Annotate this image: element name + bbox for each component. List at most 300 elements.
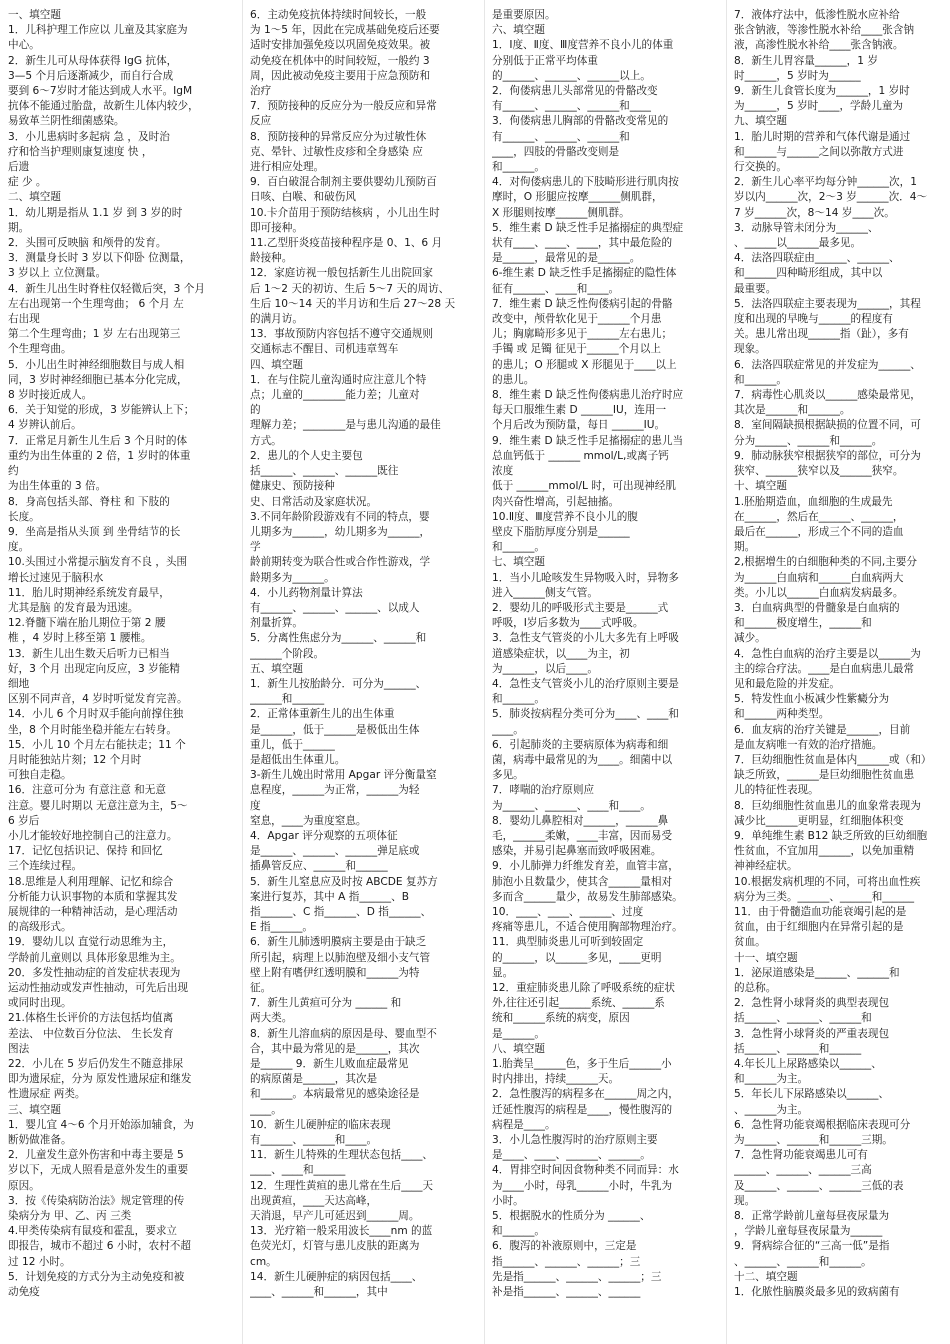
text-line: 细地 bbox=[8, 677, 30, 690]
text-line: 分析能力认识事物的本质和掌握其发 bbox=[8, 890, 178, 903]
text-line: 5．年长儿下尿路感染以______、 bbox=[734, 1088, 890, 1101]
text-line: 反应 bbox=[250, 115, 272, 128]
text-line: 低于 ______mmol/L 时，可出现神经肌 bbox=[492, 480, 676, 493]
text-line: 是______ 9．新生儿败血症最常见 bbox=[250, 1058, 409, 1071]
text-line: 重儿，低于______ bbox=[250, 738, 335, 751]
text-line: cm。 bbox=[250, 1255, 277, 1268]
text-line: 1．新生儿按胎龄分．可分为______、 bbox=[250, 677, 427, 690]
text-line: 5．维生素 D 缺乏性手足搐搦症的典型症 bbox=[492, 221, 684, 234]
section-heading: 四、填空题 bbox=[250, 358, 303, 371]
text-line: 和______。 bbox=[492, 161, 545, 174]
column-divider bbox=[484, 0, 485, 1344]
text-line: 后 1～2 天的初访、生后 5～7 天的周访、 bbox=[250, 282, 450, 295]
text-line: 是____、____、______、______。 bbox=[492, 1149, 651, 1162]
text-line: 4.年长儿上尿路感染以______、 bbox=[734, 1058, 882, 1071]
text-line: 13．光疗箱一般采用波长____nm 的蓝 bbox=[250, 1225, 433, 1238]
text-line: 3．急性支气管炎的小儿大多先有上呼吸 bbox=[492, 632, 679, 645]
text-line: 6 岁后 bbox=[8, 814, 40, 827]
text-line: 状有____、____、____，其中最危险的 bbox=[492, 237, 673, 250]
text-line: 10．____、____、______、过度 bbox=[492, 905, 644, 918]
text-line: 是血友病唯一有效的治疗措施。 bbox=[734, 738, 883, 751]
text-line: 神神经症状。 bbox=[734, 860, 798, 873]
text-line: 减少。 bbox=[734, 632, 766, 645]
text-line: 5．特发性血小板减少性紫癜分为 bbox=[734, 693, 890, 706]
text-line: 括______、______、______既往 bbox=[250, 465, 399, 478]
text-line: 生后 10～14 天的半月访和生后 27～28 天 bbox=[250, 297, 456, 310]
text-line: 9．单纯维生素 B12 缺乏所致的巨幼细胞 bbox=[734, 829, 928, 842]
text-line: 21.体格生长评价的方法包括均值离 bbox=[8, 1012, 174, 1025]
text-line: 坐，8 个月时能坐稳并能左右转身。 bbox=[8, 723, 178, 736]
text-line: 5．法洛四联症主要表现为______，其程 bbox=[734, 297, 921, 310]
text-line: 1.胎粪呈______色，多于生后______小 bbox=[492, 1058, 672, 1071]
text-line: 多而含______量少，故易发生肺部感染。 bbox=[492, 890, 683, 903]
text-line: 或同时出现。 bbox=[8, 997, 72, 1010]
text-line: 为______，5 岁时____，学龄儿童为 bbox=[734, 100, 904, 113]
text-line: 关。患儿常出现______指（趾），多有 bbox=[734, 328, 909, 341]
text-line: 壁皮下脂肪厚度分别是______ bbox=[492, 525, 630, 538]
text-line: 1．泌尿道感染是______、______和 bbox=[734, 966, 900, 979]
text-line: 补是指______、______、______ bbox=[492, 1286, 641, 1299]
text-line: 张含钠液，等渗性脱水补给____张含钠 bbox=[734, 24, 915, 37]
text-line: ____、______和______，其中 bbox=[250, 1286, 388, 1299]
text-line: 显。 bbox=[492, 966, 514, 979]
text-line: 为出生体重的 3 倍。 bbox=[8, 480, 107, 493]
text-line: 是超低出生体重儿。 bbox=[250, 753, 346, 766]
text-line: 三个连续过程。 bbox=[8, 860, 83, 873]
text-line: 12．重症肺炎患儿除了呼吸系统的症状 bbox=[492, 982, 675, 994]
text-line: 出现黄疸，____天达高峰， bbox=[250, 1194, 378, 1207]
text-line: 7．急性肾功能衰竭患儿可有 bbox=[734, 1149, 868, 1162]
text-line: 括______、______和______ bbox=[734, 1042, 862, 1055]
text-line: 11．胎儿时期神经系统发育最早， bbox=[8, 586, 170, 599]
text-line: 合，其中最为常见的是______，其次 bbox=[250, 1042, 420, 1055]
section-heading: 五、填空题 bbox=[250, 662, 303, 675]
text-line: 小时。 bbox=[492, 1194, 524, 1207]
text-line: 进行相应处理。 bbox=[250, 161, 325, 174]
text-line: 和______为主。 bbox=[734, 1073, 809, 1086]
text-line: 8．维生素 D 缺乏性佝偻病患儿治疗时应 bbox=[492, 389, 684, 402]
text-line: 15．小儿 10 个月左右能扶走；11 个 bbox=[8, 738, 186, 751]
text-line: 度 bbox=[250, 799, 261, 812]
text-line: ____，四肢的骨骼改变则是 bbox=[492, 145, 620, 158]
text-line: 6．新生儿肺透明膜病主要是由于缺乏 bbox=[250, 936, 427, 949]
text-line: 月时能独站片刻；12 个月时 bbox=[8, 753, 142, 766]
column-divider bbox=[242, 0, 243, 1344]
text-line: 8．新生儿胃容量______，1 岁 bbox=[734, 54, 878, 67]
text-line: 8．身高包括头部、脊柱 和 下肢的 bbox=[8, 495, 170, 508]
text-line: 约 bbox=[8, 465, 19, 478]
text-line: 窒息，____为重度窒息。 bbox=[250, 814, 367, 827]
text-line: 9．百白破混合制剂主要供婴幼儿预防百 bbox=[250, 176, 437, 189]
text-line: 两大类。 bbox=[250, 1012, 293, 1025]
text-line: 疼痛等患儿，不适合使用胸部物理治疗。 bbox=[492, 921, 683, 934]
text-line: 统和______系统的病变，原因 bbox=[492, 1012, 630, 1025]
text-line: 治疗 bbox=[250, 85, 272, 98]
section-heading: 十、填空题 bbox=[734, 480, 787, 493]
text-line: 4 岁辨认前后。 bbox=[8, 419, 82, 432]
text-line: 6．血友病的治疗关键是______，目前 bbox=[734, 723, 911, 736]
text-line: 12．家庭访视一般包括新生儿出院回家 bbox=[250, 267, 433, 280]
text-line: 天消退，早产儿可延迟到______周。 bbox=[250, 1210, 420, 1223]
text-line: 性遗尿症 两类。 bbox=[8, 1088, 86, 1101]
text-line: 和______两种类型。 bbox=[734, 708, 830, 721]
text-line: 8 岁时接近成人。 bbox=[8, 389, 93, 402]
text-line: 抗体不能通过胎盘，故新生儿体内较少， bbox=[8, 100, 199, 113]
text-line: 史、日常活动及家庭状况。 bbox=[250, 495, 378, 508]
text-line: 7．病毒性心肌炎以______感染最常见， bbox=[734, 389, 921, 402]
text-line: 2．正常体重新生儿的出生体重 bbox=[250, 708, 395, 721]
text-line: 10.Ⅱ度、Ⅲ度营养不良小儿的腹 bbox=[492, 510, 638, 523]
text-line: 1．胎儿时期的营养和气体代谢是通过 bbox=[734, 130, 911, 143]
text-line: 期。 bbox=[8, 221, 30, 234]
text-line: 3.不同年龄阶段游戏有不同的特点，婴 bbox=[250, 510, 430, 523]
text-line: 感染，并易引起鼻塞而致呼吸困难。 bbox=[492, 845, 662, 858]
text-line: 手镯 或 足镯 征见于______个月以上 bbox=[492, 343, 662, 356]
text-line: 方式。 bbox=[250, 434, 282, 447]
text-line: 11．典型肺炎患儿可听到较固定 bbox=[492, 936, 644, 949]
text-line: 9．坐高是指从头顶 到 坐骨结节的长 bbox=[8, 525, 181, 538]
text-line: 学 bbox=[250, 541, 261, 554]
text-line: 展规律的一种精神活动，是心理活动 bbox=[8, 905, 178, 918]
text-line: 是______、______、______弹足底或 bbox=[250, 845, 420, 858]
text-line: 分别低于正常平均体重 bbox=[492, 54, 598, 67]
text-line: 个生理弯曲。 bbox=[8, 343, 72, 356]
section-heading: 二、填空题 bbox=[8, 191, 61, 204]
text-line: 龄接种。 bbox=[250, 252, 293, 265]
text-line: 3．小儿急性腹泻时的治疗原则主要 bbox=[492, 1134, 658, 1147]
text-line: 为______，以后____。 bbox=[492, 662, 598, 675]
text-line: 1．婴儿宜 4～6 个月开始添加辅食，为 bbox=[8, 1118, 194, 1131]
text-line: 6．法洛四联症常见的并发症为______、 bbox=[734, 358, 921, 371]
text-line: 1．当小儿呛咳发生异物吸入时，异物多 bbox=[492, 571, 679, 584]
text-line: 22．小儿在 5 岁后仍发生不随意排尿 bbox=[8, 1058, 184, 1071]
text-line: 6．主动免疫抗体持续时间较长，一般 bbox=[250, 9, 427, 21]
text-line: 16．注意可分为 有意注意 和无意 bbox=[8, 784, 166, 797]
text-column-3 bbox=[492, 8, 720, 1338]
text-line: 4．Apgar 评分观察的五项体征 bbox=[250, 829, 398, 842]
text-line: 9．维生素 D 缺乏性手足搐搦症的患儿当 bbox=[492, 434, 684, 447]
text-line: 11．由于骨髓造血功能衰竭引起的是 bbox=[734, 905, 907, 918]
text-line: 即为遗尿症，分为 原发性遗尿症和继发 bbox=[8, 1073, 192, 1086]
text-line: 龄期多为______。 bbox=[250, 571, 335, 584]
text-line: 3．测量身长时 3 岁以下仰卧 位测量， bbox=[8, 252, 191, 265]
text-line: 壁上附有嗜伊红透明膜和______为特 bbox=[250, 966, 420, 979]
text-line: 3．急性肾小球肾炎的严重表现包 bbox=[734, 1027, 890, 1040]
text-line: 椎 ，4 岁时上移至第 1 腰椎。 bbox=[8, 632, 152, 645]
text-line: 有______、______、______和 bbox=[492, 130, 630, 143]
text-line: 其次是______和______。 bbox=[734, 404, 851, 417]
section-heading: 十二、填空题 bbox=[734, 1270, 798, 1283]
text-line: 易致革兰阴性细菌感染。 bbox=[8, 115, 125, 128]
text-line: 岁以内______次，2～3 岁______次．4～ bbox=[734, 191, 928, 204]
text-line: 和______。 bbox=[492, 1225, 545, 1238]
text-line: 每天口服维生素 D ______IU，连用一 bbox=[492, 404, 667, 417]
text-line: 见和最危险的并发症。 bbox=[734, 677, 840, 690]
text-line: 呼吸，Ⅰ岁后多数为____式呼吸。 bbox=[492, 617, 644, 630]
section-heading: 八、填空题 bbox=[492, 1042, 545, 1055]
text-line: 8．预防接种的异常反应分为过敏性休 bbox=[250, 130, 427, 143]
text-line: 2．头围可反映脑 和颅骨的发育。 bbox=[8, 237, 167, 250]
text-column-1 bbox=[8, 8, 236, 1338]
text-line: 狭窄、______狭窄以及______狭窄。 bbox=[734, 465, 904, 478]
text-line: 同，3 岁时神经细胞已基本分化完成， bbox=[8, 373, 188, 386]
section-heading: 七、填空题 bbox=[492, 556, 545, 569]
text-line: 理解力差；________是与患儿沟通的最佳 bbox=[250, 419, 441, 432]
text-line: 指______、______、______；三 bbox=[492, 1255, 641, 1268]
section-heading: 三、填空题 bbox=[8, 1103, 61, 1116]
text-line: 2．急性肾小球肾炎的典型表现包 bbox=[734, 997, 890, 1010]
text-line: 的满月访。 bbox=[250, 313, 303, 326]
text-line: 1．在与住院儿童沟通时应注意儿个特 bbox=[250, 373, 427, 386]
text-line: 迁延性腹泻的病程是____，慢性腹泻的 bbox=[492, 1103, 673, 1116]
text-line: ____。 bbox=[492, 723, 524, 736]
text-line: 肺泡小且数量少，使其含______量相对 bbox=[492, 875, 673, 888]
text-line: 20．多发性抽动症的首发症状表现为 bbox=[8, 966, 181, 979]
text-line: 1．幼儿期是指从 1.1 岁 到 3 岁的时 bbox=[8, 206, 183, 219]
text-line: 3．动脉导管未闭分为______、 bbox=[734, 221, 879, 234]
text-line: 减少比______更明显，红细胞体积变 bbox=[734, 814, 904, 827]
text-line: 插鼻管反应、______和______ bbox=[250, 860, 388, 873]
text-line: 色荧光灯，灯管与患儿皮肤的距离为 bbox=[250, 1240, 420, 1253]
text-line: 7．新生儿黄疸可分为 ______ 和 bbox=[250, 997, 402, 1010]
text-line: 10.卡介苗用于预防结核病 ，小儿出生时 bbox=[250, 206, 440, 219]
text-line: 日咳、白喉、和破伤风 bbox=[250, 191, 356, 204]
text-line: 度和出现的早晚与______的程度有 bbox=[734, 313, 893, 326]
text-line: 适时安排加强免疫以巩固免疫效果。被 bbox=[250, 39, 431, 52]
text-line: 为______白血病和______白血病两大 bbox=[734, 571, 904, 584]
text-line: 8．婴幼儿鼻腔相对______，______鼻 bbox=[492, 814, 669, 827]
text-line: X 形腿则按摩______侧肌群。 bbox=[492, 206, 630, 219]
text-line: 2．儿童发生意外伤害和中毒主要是 5 bbox=[8, 1149, 184, 1162]
text-line: 5．小儿出生时神经细胞数目与成人相 bbox=[8, 358, 185, 371]
text-line: 疗和恰当护理则康复速度 快 ， bbox=[8, 145, 153, 158]
text-line: 9．小儿肺弹力纤维发育差，血管丰富， bbox=[492, 860, 679, 873]
text-line: 和______。 bbox=[492, 693, 545, 706]
text-line: 即可接种。 bbox=[250, 221, 303, 234]
text-line: 后遗 bbox=[8, 161, 30, 174]
text-line: 小儿才能较好地控制自己的注意力。 bbox=[8, 829, 178, 842]
text-line: 11.乙型肝炎疫苗接种程序是 0、1、6 月 bbox=[250, 237, 443, 250]
text-line: 有______、______、______、以成人 bbox=[250, 601, 420, 614]
text-line: 14．新生儿硬肿症的病因包括____、 bbox=[250, 1270, 423, 1283]
text-line: 7 岁______次，8～14 岁____次。 bbox=[734, 206, 895, 219]
text-line: 期。 bbox=[734, 541, 756, 554]
text-line: 17．记忆包括识记、保持 和回忆 bbox=[8, 845, 163, 858]
text-line: 为______、______、____和____。 bbox=[492, 799, 651, 812]
text-line: 即报告，城市不超过 6 小时，农村不超 bbox=[8, 1240, 191, 1253]
text-line: 贫血，由于红细胞内在异常引起的是 bbox=[734, 921, 904, 934]
section-heading: 六、填空题 bbox=[492, 24, 545, 37]
text-line: 动免疫在机体中的时间较短，一般约 3 bbox=[250, 54, 430, 67]
text-line: 时内排出，持续______天。 bbox=[492, 1073, 620, 1086]
text-line: 6．急性肾功能衰竭根据临床表现可分 bbox=[734, 1118, 911, 1131]
text-line: 图法 bbox=[8, 1042, 30, 1055]
text-line: 6．引起肺炎的主要病原体为病毒和细 bbox=[492, 738, 669, 751]
text-line: 为 1～5 年，因此在完成基础免疫后还要 bbox=[250, 24, 440, 37]
text-line: 4．对佝偻病患儿的下肢畸形进行肌肉按 bbox=[492, 176, 679, 189]
text-line: 第二个生理弯曲；1 岁 左右出现第三 bbox=[8, 328, 181, 341]
text-line: 3-新生儿娩出时常用 Apgar 评分衡量窒 bbox=[250, 769, 437, 782]
text-line: 液，高渗性脱水补给____张含钠液。 bbox=[734, 39, 904, 52]
text-line: 先是指______、______、______；三 bbox=[492, 1270, 662, 1283]
text-line: 剂量折算。 bbox=[250, 617, 303, 630]
text-line: 尤其是脑 的发育最为迅速。 bbox=[8, 601, 139, 614]
text-line: 左右出现第一个生理弯曲； 6 个月 左 bbox=[8, 297, 184, 310]
text-line: ______、______、______三高 bbox=[734, 1164, 872, 1177]
text-line: 14．小儿 6 个月时双手能向前撑住独 bbox=[8, 708, 184, 721]
text-line: ____、____和______ bbox=[250, 1164, 346, 1177]
text-line: 的高级形式。 bbox=[8, 921, 72, 934]
text-line: 缺乏所致，______是巨幼细胞性贫血患 bbox=[734, 769, 915, 782]
text-line: 差法、 中位数百分位法、 生长发育 bbox=[8, 1027, 174, 1040]
text-line: 为______、______和______三期。 bbox=[734, 1134, 893, 1147]
text-line: 现象。 bbox=[734, 343, 766, 356]
text-line: 7．哮喘的治疗原则应 bbox=[492, 784, 595, 797]
text-line: 改变中，颅骨软化见于______个月患 bbox=[492, 313, 662, 326]
text-line: 可独自走稳。 bbox=[8, 769, 72, 782]
text-line: 类。小儿以______白血病发病最多。 bbox=[734, 586, 904, 599]
text-line: 2．新生儿心率平均每分钟______次，1 bbox=[734, 176, 917, 189]
text-line: 病分为三类。______、______和______ bbox=[734, 890, 915, 903]
text-line: 增长过速见于脑积水 bbox=[8, 571, 104, 584]
text-line: 10.根据发病机理的不同，可将出血性疾 bbox=[734, 875, 921, 888]
text-line: 病程是____。 bbox=[492, 1118, 556, 1131]
text-line: 和______。 bbox=[734, 373, 787, 386]
text-line: 所引起，病理上以肺泡壁及细小支气管 bbox=[250, 951, 431, 964]
text-line: 4．急性支气管炎小儿的治疗原则主要是 bbox=[492, 677, 679, 690]
text-line: 的______，以______多见，____更明 bbox=[492, 951, 662, 964]
text-line: 1．Ⅰ度、Ⅱ度、Ⅲ度营养不良小儿的体重 bbox=[492, 39, 674, 52]
text-line: 点；儿童的________能力差；儿童对 bbox=[250, 389, 420, 402]
text-line: 分为______、______和______。 bbox=[734, 434, 883, 447]
text-line: 和______。本病最常见的感染途径是 bbox=[250, 1088, 420, 1101]
text-line: 摩时，O 形腿应按摩______侧肌群， bbox=[492, 191, 663, 204]
text-line: 注意。婴儿时期以 无意注意为主，5～ bbox=[8, 799, 188, 812]
text-line: 13．新生儿出生数天后听力已相当 bbox=[8, 647, 170, 660]
text-line: 是重要原因。 bbox=[492, 9, 556, 21]
text-line: E 指______。 bbox=[250, 921, 314, 934]
text-line: 及______、______、______三低的表 bbox=[734, 1179, 904, 1192]
text-line: 2．婴幼儿的呼吸形式主要是______式 bbox=[492, 601, 669, 614]
text-line: 菌，病毒中最常见的为____。细菌中以 bbox=[492, 753, 673, 766]
text-line: 9．肾病综合征的“三高一低”是指 bbox=[734, 1240, 890, 1253]
text-line: 2,根据增生的白细胞种类的不同,主要分 bbox=[734, 556, 917, 569]
text-line: 好，3 个月 出现定向反应，3 岁能精 bbox=[8, 662, 180, 675]
text-line: 19．婴幼儿以 直觉行动思维为主， bbox=[8, 936, 174, 949]
text-line: 12．生理性黄疸的患儿常在生后____天 bbox=[250, 1179, 433, 1192]
text-line: 现。 bbox=[734, 1194, 756, 1207]
text-line: 外,往往还引起______系统、______系 bbox=[492, 997, 665, 1010]
text-line: 、______为主。 bbox=[734, 1103, 809, 1116]
text-line: 右出现 bbox=[8, 313, 40, 326]
text-column-2 bbox=[250, 8, 478, 1338]
text-line: 在______，然后在______、______， bbox=[734, 510, 904, 523]
text-line: 括______、______、______和 bbox=[734, 1012, 872, 1025]
text-line: 18.思维是人利用理解、记忆和综合 bbox=[8, 875, 174, 888]
text-line: 长度。 bbox=[8, 510, 40, 523]
text-line: 2．患儿的个人史主要包 bbox=[250, 449, 363, 462]
text-line: 有______、______和____。 bbox=[250, 1134, 378, 1147]
text-line: 的 bbox=[250, 404, 261, 417]
text-line: 时______，5 岁时为______ bbox=[734, 69, 861, 82]
text-line: 要到 6～7岁时才能达到成人水平。IgM bbox=[8, 85, 193, 98]
text-line: 有______、______、______和____ bbox=[492, 100, 651, 113]
text-line: 10.头围过小常提示脑发育不良 ，头围 bbox=[8, 556, 188, 569]
text-line: 6．关于知觉的形成，3 岁能辨认上下； bbox=[8, 404, 195, 417]
text-line: 1.胚胎期造血，血细胞的生成最先 bbox=[734, 495, 893, 508]
text-line: 6-维生素 D 缺乏性手足搐搦症的隐性体 bbox=[492, 267, 677, 280]
text-line: 8．巨幼细胞性贫血患儿的血象常表现为 bbox=[734, 799, 921, 812]
text-line: 8．新生儿溶血病的原因是母、婴血型不 bbox=[250, 1027, 437, 1040]
text-line: 儿期多为______，幼儿期多为______， bbox=[250, 525, 431, 538]
text-line: 7．维生素 D 缺乏性佝偻病引起的骨骼 bbox=[492, 297, 673, 310]
text-column-4 bbox=[734, 8, 944, 1338]
text-line: 是______，低于______是极低出生体 bbox=[250, 723, 420, 736]
text-line: 染病分为 甲、乙、丙 三类 bbox=[8, 1210, 132, 1223]
text-line: 岁以下，无成人照看是意外发生的重要 bbox=[8, 1164, 189, 1177]
text-line: 5．根据脱水的性质分为 ______、 bbox=[492, 1210, 651, 1223]
text-line: ____。 bbox=[250, 1103, 282, 1116]
text-line: 行交换的。 bbox=[734, 161, 787, 174]
text-line: 和______四种畸形组成，其中以 bbox=[734, 267, 883, 280]
text-line: 过 12 小时。 bbox=[8, 1255, 71, 1268]
text-line: 7．正常足月新生儿生后 3 个月时的体 bbox=[8, 434, 188, 447]
text-line: 4．急性白血病的治疗主要是以______为 bbox=[734, 647, 921, 660]
text-line: 原因。 bbox=[8, 1179, 40, 1192]
text-line: 3．按《传染病防治法》规定管理的传 bbox=[8, 1194, 185, 1207]
text-line: 周，因此被动免疫主要用于应急预防和 bbox=[250, 69, 431, 82]
text-line: 3．小儿患病时多起病 急 ，及时治 bbox=[8, 130, 170, 143]
text-line: 断奶做准备。 bbox=[8, 1134, 72, 1147]
text-line: 的患儿。 bbox=[492, 373, 535, 386]
text-line: 8．室间隔缺损根据缺损的位置不同，可 bbox=[734, 419, 921, 432]
text-line: 9．新生儿食管长度为______，1 岁时 bbox=[734, 85, 910, 98]
text-line: 5．计划免疫的方式分为主动免疫和被 bbox=[8, 1270, 185, 1283]
text-line: 健康史、预防接种 bbox=[250, 480, 335, 493]
text-line: 的患儿；O 形腿或 X 形腿见于____以上 bbox=[492, 358, 677, 371]
text-line: ______个阶段。 bbox=[250, 647, 325, 660]
text-line: 10．新生儿硬肿症的临床表现 bbox=[250, 1118, 391, 1131]
text-line: 2．急性腹泻的病程多在______周之内， bbox=[492, 1088, 679, 1101]
text-line: 、______以______最多见。 bbox=[734, 237, 862, 250]
text-line: 和______与______之间以弥散方式进 bbox=[734, 145, 904, 158]
text-line: 4．新生儿出生时脊柱仅轻微后突，3 个月 bbox=[8, 282, 205, 295]
text-line: 动免疫 bbox=[8, 1286, 40, 1299]
text-line: 1．儿科护理工作应以 儿童及其家庭为 bbox=[8, 24, 188, 37]
text-line: 个月后改为预防量，每日 ______IU。 bbox=[492, 419, 666, 432]
text-line: 性贫血，不宜加用______，以免加重精 bbox=[734, 845, 915, 858]
section-heading: 十一、填空题 bbox=[734, 951, 798, 964]
text-line: 学龄前儿童则以 具体形象思维为主。 bbox=[8, 951, 181, 964]
text-line: 多见。 bbox=[492, 769, 524, 782]
text-line: 11．新生儿特殊的生理状态包括____、 bbox=[250, 1149, 433, 1162]
text-line: 4．法洛四联症由______、______、 bbox=[734, 252, 900, 265]
text-line: 和______极度增生，______和 bbox=[734, 617, 872, 630]
text-line: 龄前期转变为联合性或合作性游戏，学 bbox=[250, 556, 431, 569]
text-line: 区别不同声音，4 岁时听觉发育完善。 bbox=[8, 693, 188, 706]
text-line: 1．化脓性脑膜炎最多见的致病菌有 bbox=[734, 1286, 900, 1299]
text-line: 进入______侧支气管。 bbox=[492, 586, 598, 599]
section-heading: 九、填空题 bbox=[734, 115, 787, 128]
text-line: 4.甲类传染病有鼠疫和霍乱，要求立 bbox=[8, 1225, 178, 1238]
text-line: 儿；胸廓畸形多见于______左右患儿； bbox=[492, 328, 673, 341]
text-line: 主的综合疗法。____是白血病患儿最常 bbox=[734, 662, 915, 675]
text-line: 浓度 bbox=[492, 465, 514, 478]
text-line: 运动性抽动或发声性抽动，可先后出现 bbox=[8, 982, 189, 994]
text-line: 5．分离性焦虑分为______、______和 bbox=[250, 632, 427, 645]
text-line: 13．事故预防内容包括不遵守交通规则 bbox=[250, 328, 433, 341]
text-line: ，学龄儿童每昼夜尿量为______ bbox=[734, 1225, 883, 1238]
